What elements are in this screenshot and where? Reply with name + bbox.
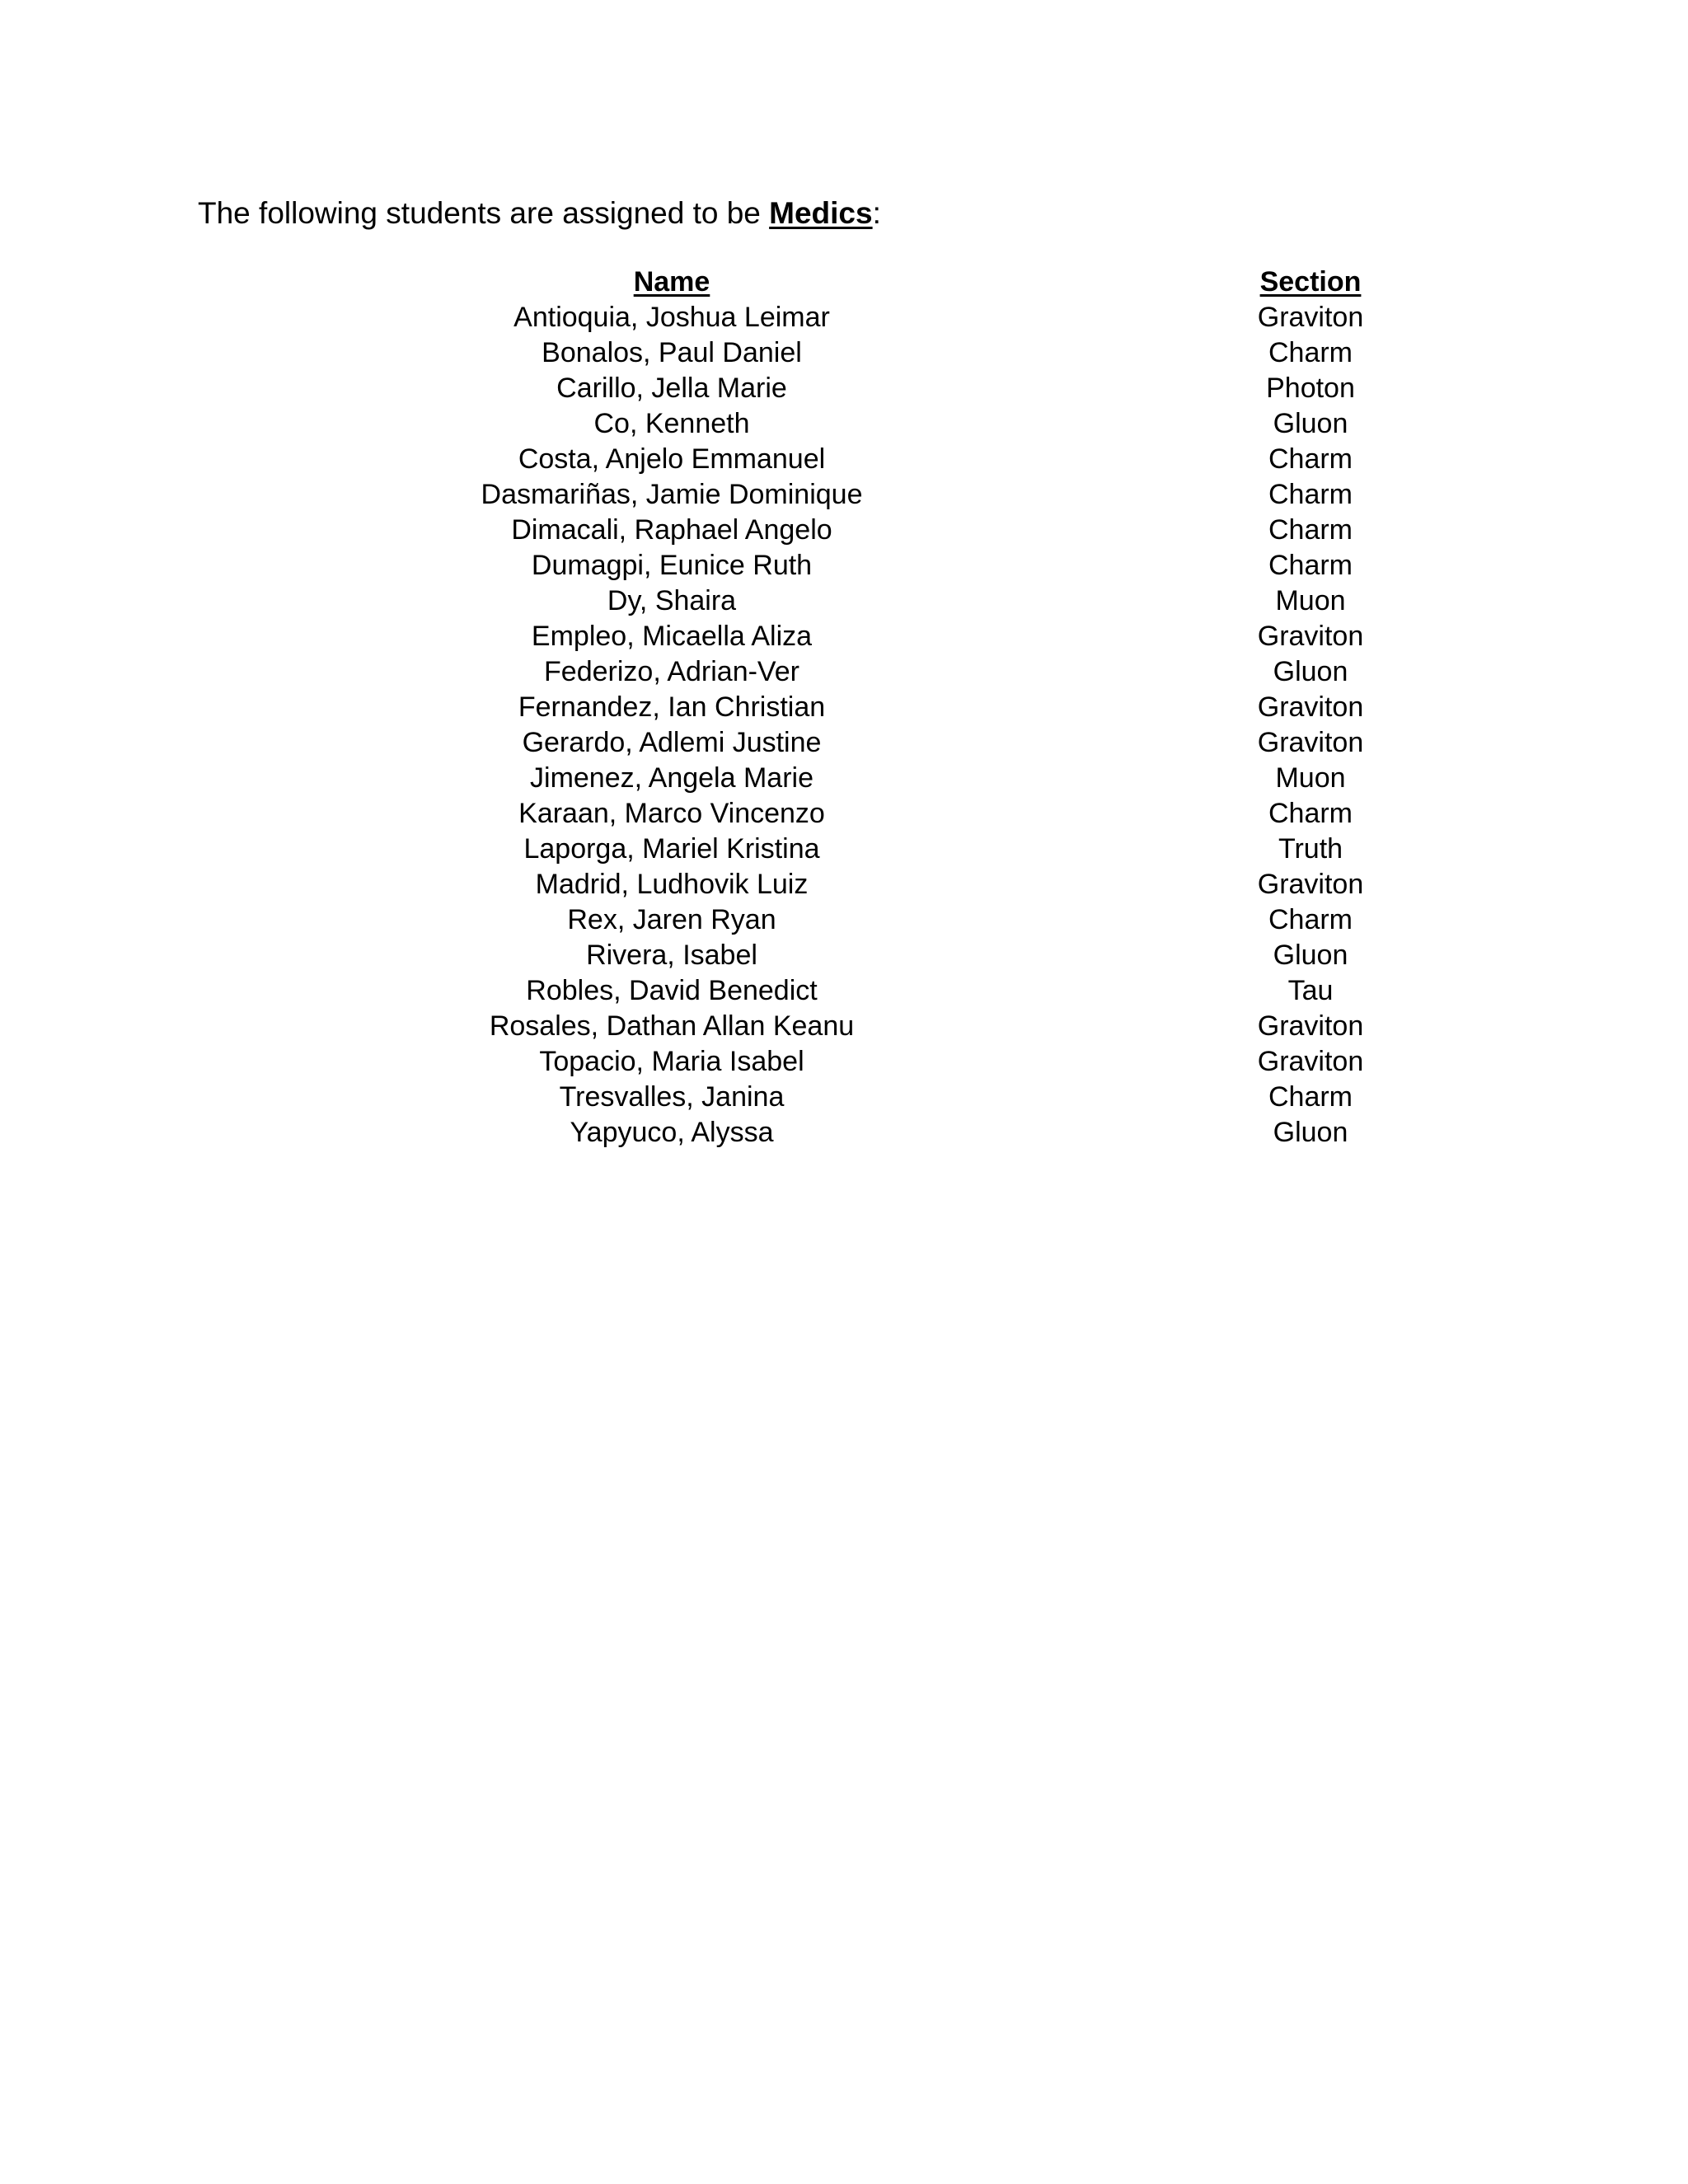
student-name: Tresvalles, Janina [559,1081,785,1113]
student-section: Charm [1268,904,1353,935]
table-row [0,406,1688,442]
student-name: Madrid, Ludhovik Luiz [535,869,809,900]
table-body [0,300,1688,1151]
student-section: Charm [1268,798,1353,829]
table-row [0,1080,1688,1115]
intro-prefix: The following students are assigned to be [198,196,770,230]
student-section: Tau [1287,975,1334,1006]
table-row [0,477,1688,513]
student-name: Bonalos, Paul Daniel [542,337,802,368]
table-row [0,902,1688,938]
student-section: Graviton [1257,1046,1364,1077]
student-section: Muon [1275,585,1346,616]
table-row [0,690,1688,725]
table-row [0,725,1688,761]
table-row [0,654,1688,690]
student-section: Graviton [1257,621,1364,652]
student-name: Rivera, Isabel [586,940,757,971]
student-section: Gluon [1273,656,1348,687]
role-title: Medics [769,196,873,230]
table-row [0,1044,1688,1080]
table-row [0,761,1688,796]
student-section: Gluon [1273,1117,1348,1148]
table-row [0,442,1688,477]
student-name: Carillo, Jella Marie [556,373,787,404]
student-section: Gluon [1273,408,1348,439]
student-section: Charm [1268,443,1353,475]
student-name: Laporga, Mariel Kristina [523,833,820,865]
table-row [0,335,1688,371]
table-row [0,973,1688,1009]
table-row [0,300,1688,335]
medics-table [0,265,1688,1151]
student-section: Graviton [1257,1010,1364,1042]
student-section: Graviton [1257,869,1364,900]
table-row [0,548,1688,583]
student-name: Empleo, Micaella Aliza [531,621,813,652]
table-row [0,867,1688,902]
student-name: Dimacali, Raphael Angelo [511,514,832,546]
table-row [0,371,1688,406]
column-header-section: Section [1259,266,1362,298]
student-name: Dumagpi, Eunice Ruth [531,550,813,581]
student-section: Charm [1268,550,1353,581]
table-row [0,832,1688,867]
student-name: Topacio, Maria Isabel [539,1046,804,1077]
student-name: Jimenez, Angela Marie [530,762,814,794]
student-name: Federizo, Adrian-Ver [544,656,799,687]
student-name: Costa, Anjelo Emmanuel [518,443,826,475]
student-name: Yapyuco, Alyssa [570,1117,774,1148]
student-name: Antioquia, Joshua Leimar [513,302,830,333]
student-section: Charm [1268,337,1353,368]
student-name: Co, Kenneth [593,408,750,439]
student-section: Truth [1278,833,1343,865]
column-header-name: Name [633,266,710,298]
student-section: Photon [1266,373,1355,404]
student-name: Dasmariñas, Jamie Dominique [481,479,863,510]
table-row [0,938,1688,973]
student-section: Graviton [1257,727,1364,758]
table-row [0,583,1688,619]
student-name: Rosales, Dathan Allan Keanu [489,1010,855,1042]
student-section: Charm [1268,1081,1353,1113]
table-row [0,1115,1688,1151]
table-row [0,619,1688,654]
student-section: Gluon [1273,940,1348,971]
table-header-row [0,265,1688,300]
student-name: Rex, Jaren Ryan [567,904,776,935]
intro-sentence [198,194,881,232]
student-section: Graviton [1257,302,1364,333]
student-section: Graviton [1257,691,1364,723]
student-section: Charm [1268,514,1353,546]
intro-suffix: : [872,196,881,230]
student-name: Karaan, Marco Vincenzo [518,798,825,829]
student-section: Muon [1275,762,1346,794]
student-name: Fernandez, Ian Christian [518,691,826,723]
student-name: Dy, Shaira [607,585,737,616]
table-row [0,1009,1688,1044]
student-section: Charm [1268,479,1353,510]
student-name: Gerardo, Adlemi Justine [522,727,822,758]
student-name: Robles, David Benedict [526,975,818,1006]
table-row [0,513,1688,548]
table-row [0,796,1688,832]
